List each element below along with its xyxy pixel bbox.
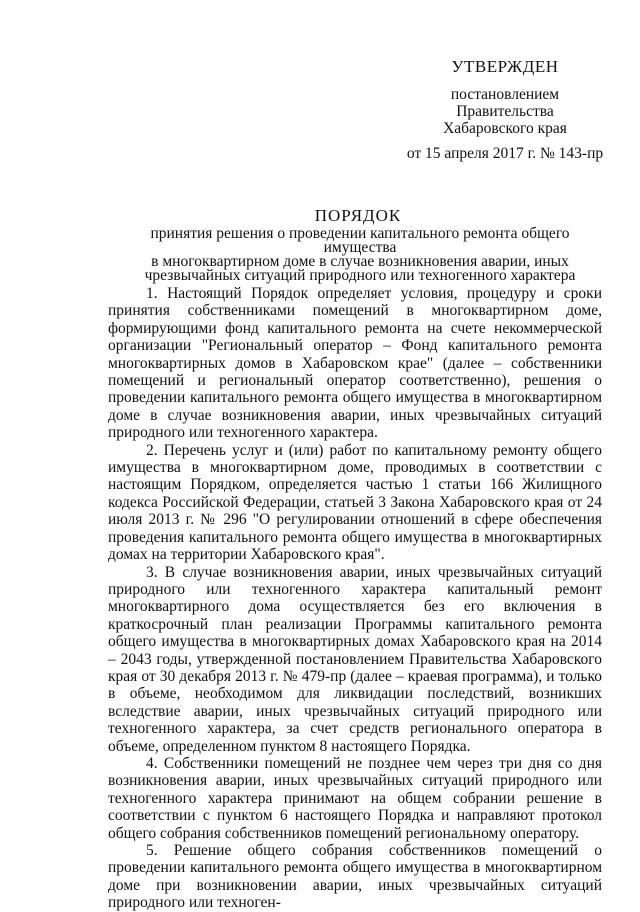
paragraph-2: 2. Перечень услуг и (или) работ по капитальному ремонту общего имущества в многоквартирном доме, проводимых в соответствии с настоящим Порядком, определяется частью 1 статьи 166 Жилищного кодекса Российской Федерации, статьей 3 Закона Хабаровского края от 24 июля 2013 г. № 296 "О регулировании отношений в сфере обеспечения проведения капитального ремонта общего имущества в многоквартирных домах на территории Хабаровского края". — [108, 441, 602, 564]
approval-line: Хабаровского края — [443, 120, 567, 137]
document-subtitle — [140, 227, 580, 283]
paragraph-3: 3. В случае возникновения аварии, иных чрезвычайных ситуаций природного или техногенного характера капитальный ремонт многоквартирного дома осуществляется без его включения в краткосрочный план реализации Программы капитального ремонта общего имущества в многоквартирных домах Хабаровского края на 2014 – 2043 годы, утвержденной постановлением Правительства Хабаровского края от 30 декабря 2013 г. № 479-пр (далее – краевая программа), и только в объеме, необходимом для ликвидации последствий, возникших вследствие аварии, иных чрезвычайных ситуаций природного или техногенного характера, за счет средств регионального оператора в объеме, определенном пунктом 8 настоящего Порядка. — [108, 563, 602, 755]
document-title: ПОРЯДОК — [314, 206, 402, 225]
paragraph-1: 1. Настоящий Порядок определяет условия, процедуру и сроки принятия собственниками помещений в многоквартирном доме, формирующими фонд капитального ремонта на счете некоммерческой организации "Региональный оператор – Фонд капитального ремонта многоквартирных домов в Хабаровском крае" (далее – собственники помещений и региональный оператор соответственно), решения о проведении капитального ремонта общего имущества в многоквартирном доме в случае возникновения аварии, иных чрезвычайных ситуаций природного или техногенного характера. — [108, 285, 602, 442]
subtitle-line: принятия решения о проведении капитального ремонта общего имущества — [150, 225, 570, 256]
paragraph-4: 4. Собственники помещений не позднее чем через три дня со дня возникновения аварии, иных чрезвычайных ситуаций природного или техногенного характера принимают на общем собрании решение в соответствии с пунктом 6 настоящего Порядка и направляют протокол общего собрания собственников помещений региональному оператору. — [108, 754, 602, 842]
approval-line: постановлением — [450, 86, 560, 103]
subtitle-line: в многоквартирном доме в случае возникновения аварии, иных — [151, 253, 569, 270]
subtitle-line: чрезвычайных ситуаций природного или техногенного характера — [144, 267, 576, 284]
approval-stamp — [400, 58, 610, 162]
document-body — [108, 285, 602, 912]
approval-line: Правительства — [456, 103, 554, 120]
approval-date: от 15 апреля 2017 г. № 143-пр — [406, 145, 604, 162]
approval-heading: УТВЕРЖДЕН — [451, 57, 559, 76]
paragraph-5: 5. Решение общего собрания собственников помещений о проведении капитального ремонта общего имущества в многоквартирном доме при возникновении аварии, иных чрезвычайных ситуаций природного или техноген- — [108, 842, 602, 912]
